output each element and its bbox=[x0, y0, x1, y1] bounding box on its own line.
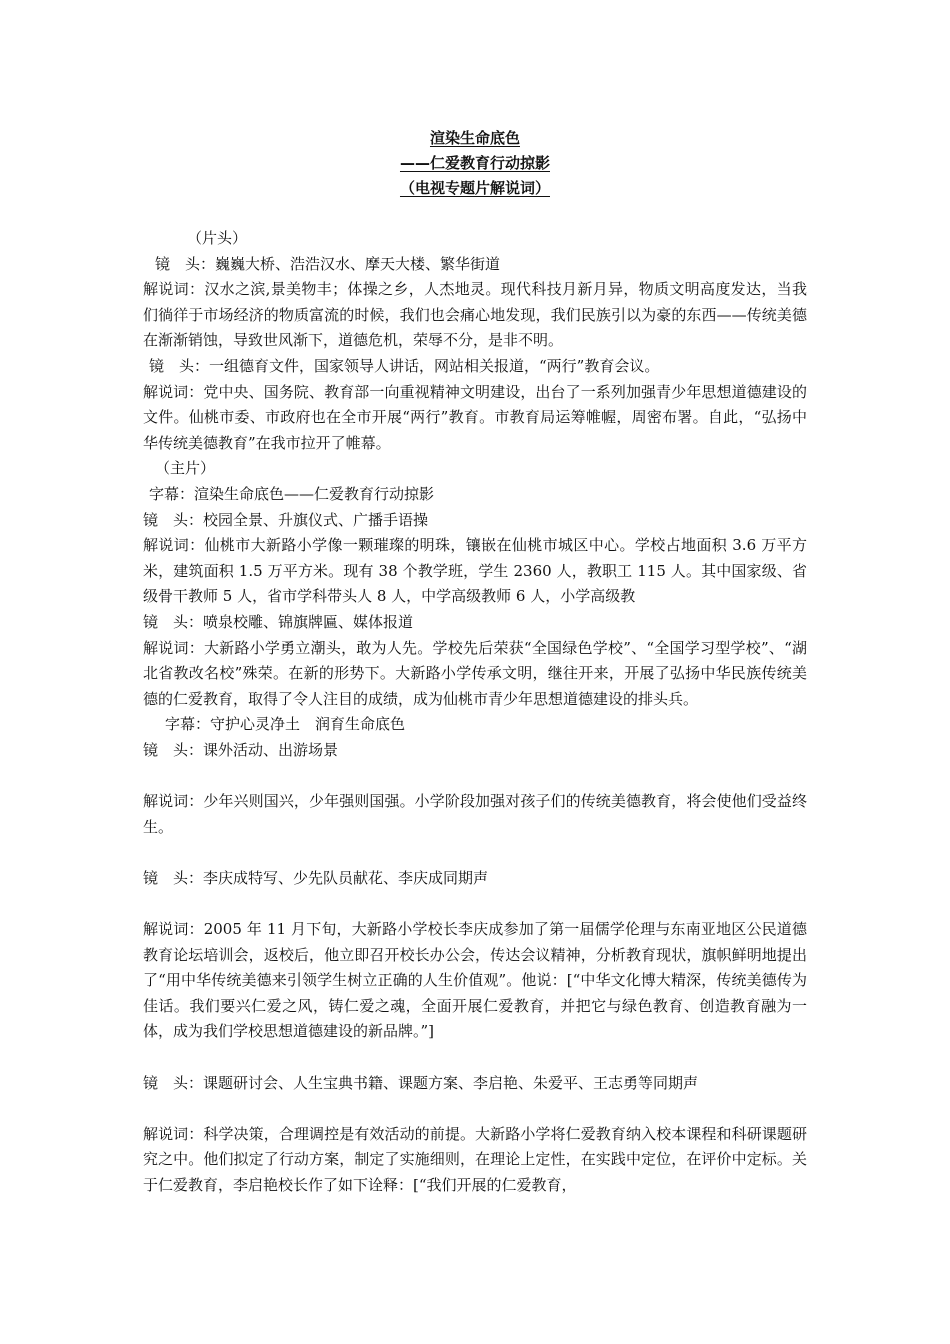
shot-line: 镜 头：巍巍大桥、浩浩汉水、摩天大楼、繁华街道 bbox=[155, 254, 501, 273]
caption-line: 字幕：渲染生命底色——仁爱教育行动掠影 bbox=[149, 484, 435, 503]
caption-line: 字幕：守护心灵净土 润育生命底色 bbox=[165, 715, 406, 734]
blank-line bbox=[143, 763, 807, 789]
narration-paragraph: 解说词：党中央、国务院、教育部一向重视精神文明建设，出台了一系列加强青少年思想道德建设的文件。仙桃市委、市政府也在全市开展“两行”教育。市教育局运筹帷幄，周密布署。自此，“弘扬中华传统美德教育”在我市拉开了帷幕。 bbox=[143, 382, 807, 452]
blank-line bbox=[143, 1096, 807, 1122]
narration-paragraph: 解说词：大新路小学勇立潮头，敢为人先。学校先后荣获“全国绿色学校”、“全国学习型学校”、“湖北省教改名校”殊荣。在新的形势下。大新路小学传承文明，继往开来，开展了弘扬中华民族传统美德的仁爱教育，取得了令人注目的成绩，成为仙桃市青少年思想道德建设的排头兵。 bbox=[143, 638, 807, 708]
shot-line: 镜 头：课外活动、出游场景 bbox=[143, 740, 339, 759]
blank-line bbox=[143, 840, 807, 866]
shot-line: 镜 头：课题研讨会、人生宝典书籍、课题方案、李启艳、朱爱平、王志勇等同期声 bbox=[143, 1073, 699, 1092]
main-title: 渲染生命底色 bbox=[429, 129, 520, 147]
document-body bbox=[143, 226, 807, 1199]
subtitle: ——仁爱教育行动掠影 bbox=[399, 154, 550, 172]
shot-line: 镜 头：校园全景、升旗仪式、广播手语操 bbox=[143, 510, 429, 529]
section-marker-opening: （片头） bbox=[187, 229, 248, 247]
shot-line: 镜 头：一组德育文件，国家领导人讲话，网站相关报道，“两行”教育会议。 bbox=[149, 356, 660, 375]
narration-paragraph: 解说词：汉水之滨,景美物丰；体操之乡，人杰地灵。现代科技月新月异，物质文明高度发达，当我们徜徉于市场经济的物质富流的时候，我们也会痛心地发现，我们民族引以为豪的东西——传统美德在渐渐销蚀，导致世风渐下，道德危机，荣辱不分，是非不明。 bbox=[143, 280, 807, 350]
blank-line bbox=[143, 891, 807, 917]
blank-line bbox=[143, 1045, 807, 1071]
shot-line: 镜 头：李庆成特写、少先队员献花、李庆成同期声 bbox=[143, 868, 489, 887]
narration-paragraph: 解说词：仙桃市大新路小学像一颗璀璨的明珠，镶嵌在仙桃市城区中心。学校占地面积 3.6 万平方米，建筑面积 1.5 万平方米。现有 38 个教学班，学生 2360 人，教职工 115 人。其中国家级、省级骨干教师 5 人，省市学科带头人 8 人，中学高级教师 6 人，小学高级教 bbox=[143, 536, 807, 606]
narration-paragraph: 解说词：少年兴则国兴，少年强则国强。小学阶段加强对孩子们的传统美德教育，将会使他们受益终生。 bbox=[143, 792, 807, 836]
shot-line: 镜 头：喷泉校雕、锦旗牌匾、媒体报道 bbox=[143, 612, 414, 631]
narration-paragraph: 解说词：2005 年 11 月下旬，大新路小学校长李庆成参加了第一届儒学伦理与东南亚地区公民道德教育论坛培训会，返校后，他立即召开校长办公会，传达会议精神，分析教育现状，旗帜鲜明地提出了“用中华传统美德来引领学生树立正确的人生价值观”。他说：[“中华文化博大精深，传统美德传为佳话。我们要兴仁爱之风，铸仁爱之魂，全面开展仁爱教育，并把它与绿色教育、创造教育融为一体，成为我们学校思想道德建设的新品牌。”] bbox=[143, 920, 807, 1041]
title-block bbox=[0, 126, 950, 201]
narration-paragraph: 解说词：科学决策，合理调控是有效活动的前提。大新路小学将仁爱教育纳入校本课程和科研课题研究之中。他们拟定了行动方案，制定了实施细则，在理论上定性，在实践中定位，在评价中定标。关于仁爱教育，李启艳校长作了如下诠释：[“我们开展的仁爱教育， bbox=[143, 1124, 807, 1194]
section-marker-main: （主片） bbox=[155, 459, 216, 478]
genre-note: （电视专题片解说词） bbox=[399, 179, 550, 197]
